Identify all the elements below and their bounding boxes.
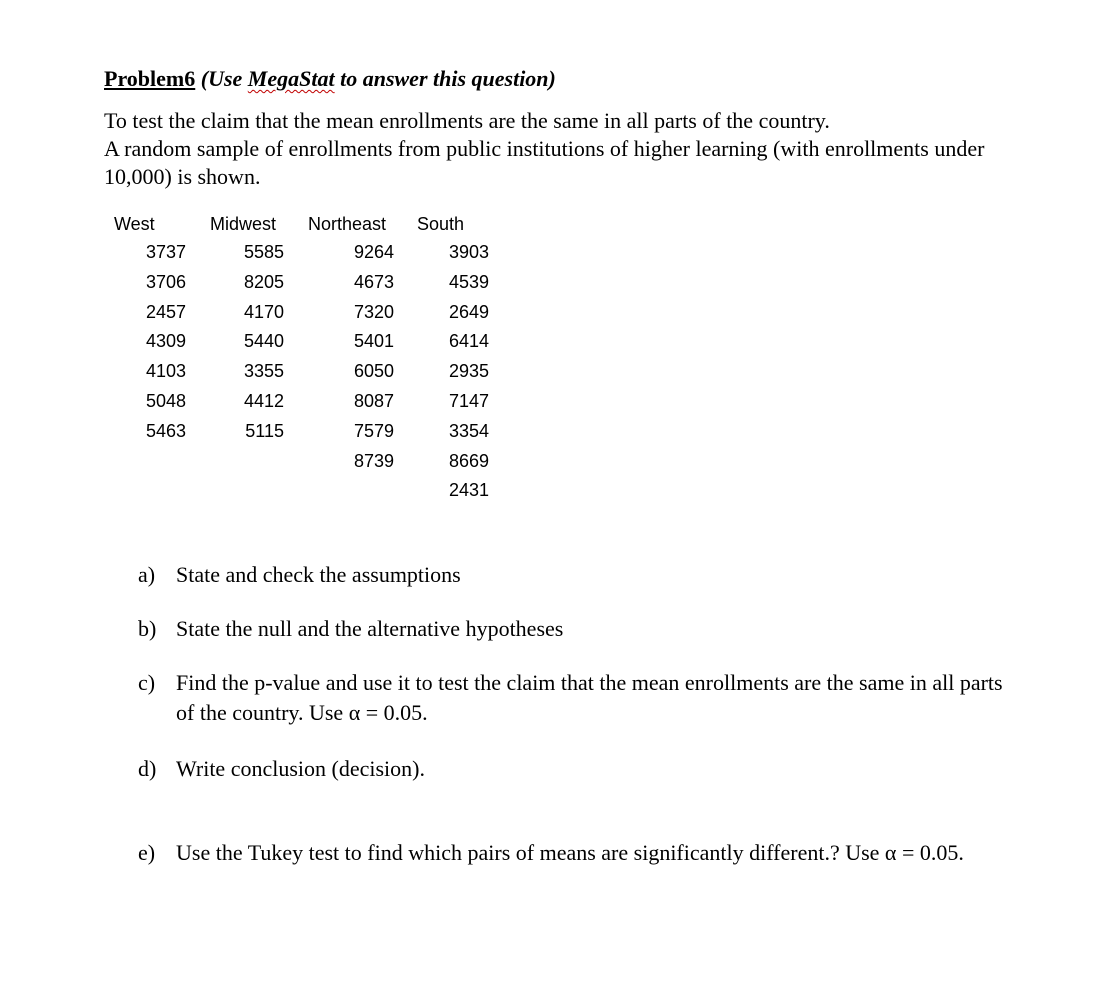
question-text: Use the Tukey test to find which pairs of means are significantly different.? Use α = 0.05. [176, 840, 964, 865]
table-cell: 5463 [145, 420, 186, 441]
table-header-row [114, 214, 512, 242]
table-cell: 6414 [448, 331, 489, 352]
table-cell: 8739 [353, 450, 394, 471]
table-cell: 4103 [145, 361, 186, 382]
table-cell: 7320 [353, 301, 394, 322]
problem-instruction [201, 66, 556, 91]
table-cell: 2649 [448, 301, 489, 322]
table-cell [114, 451, 210, 481]
question-e [138, 838, 964, 868]
question-letter: b) [138, 616, 157, 641]
table-cell: 5115 [245, 420, 284, 441]
table-row [114, 391, 512, 421]
table-cell: 4673 [353, 271, 394, 292]
table-cell [114, 480, 210, 510]
table-row [114, 302, 512, 332]
instruction-suffix: to answer this question) [334, 66, 556, 91]
table-cell: 4539 [448, 271, 489, 292]
table-cell: 3355 [243, 361, 284, 382]
question-c [138, 668, 1026, 728]
problem-title [104, 66, 556, 92]
table-row [114, 451, 512, 481]
intro-line-1: To test the claim that the mean enrollments are the same in all parts of the country. [104, 108, 830, 133]
question-text: Find the p-value and use it to test the claim that the mean enrollments are the same in all parts of the country. Use α = 0.05. [176, 670, 1003, 725]
problem-intro [104, 107, 1004, 191]
question-letter: d) [138, 756, 157, 781]
table-cell: 8205 [243, 271, 284, 292]
table-cell: 5440 [243, 331, 284, 352]
table-cell: 5401 [353, 331, 394, 352]
table-cell [308, 480, 417, 510]
question-text: State the null and the alternative hypotheses [176, 616, 564, 641]
question-b [138, 614, 563, 644]
table-cell: 7147 [448, 390, 489, 411]
enrollment-table [114, 214, 512, 510]
table-cell: 8669 [448, 450, 489, 471]
table-cell: 4412 [243, 390, 284, 411]
question-letter: a) [138, 562, 156, 587]
column-header-south: South [417, 214, 465, 234]
table-cell [210, 451, 308, 481]
table-row [114, 331, 512, 361]
table-cell: 5585 [243, 242, 284, 262]
column-header-west: West [114, 214, 155, 234]
question-a [138, 560, 461, 590]
table-row [114, 242, 512, 272]
table-cell: 2935 [448, 361, 489, 382]
table-cell: 3354 [448, 420, 489, 441]
table-row [114, 421, 512, 451]
table-cell: 4170 [243, 301, 284, 322]
table-cell: 6050 [353, 361, 394, 382]
table-row [114, 361, 512, 391]
table-cell: 4309 [145, 331, 186, 352]
table-cell: 2431 [448, 480, 489, 501]
table-cell: 7579 [353, 420, 394, 441]
column-header-midwest: Midwest [210, 214, 277, 234]
question-text: State and check the assumptions [176, 562, 461, 587]
table-cell: 3706 [145, 271, 186, 292]
table-cell [210, 480, 308, 510]
instruction-prefix: (Use [200, 66, 248, 91]
table-cell: 5048 [145, 390, 186, 411]
table-row [114, 272, 512, 302]
table-row [114, 480, 512, 510]
table-cell: 8087 [353, 390, 394, 411]
instruction-software: MegaStat [247, 66, 335, 91]
table-cell: 3737 [145, 242, 186, 262]
question-d [138, 754, 425, 784]
intro-line-2: A random sample of enrollments from public institutions of higher learning (with enrollments under 10,000) is shown. [104, 136, 985, 189]
question-text: Write conclusion (decision). [176, 756, 425, 781]
table-cell: 3903 [448, 242, 489, 262]
column-header-northeast: Northeast [308, 214, 387, 234]
question-letter: c) [138, 670, 156, 695]
problem-number: Problem6 [104, 66, 196, 91]
table-cell: 2457 [145, 301, 186, 322]
table-cell: 9264 [353, 242, 394, 262]
question-letter: e) [138, 840, 156, 865]
